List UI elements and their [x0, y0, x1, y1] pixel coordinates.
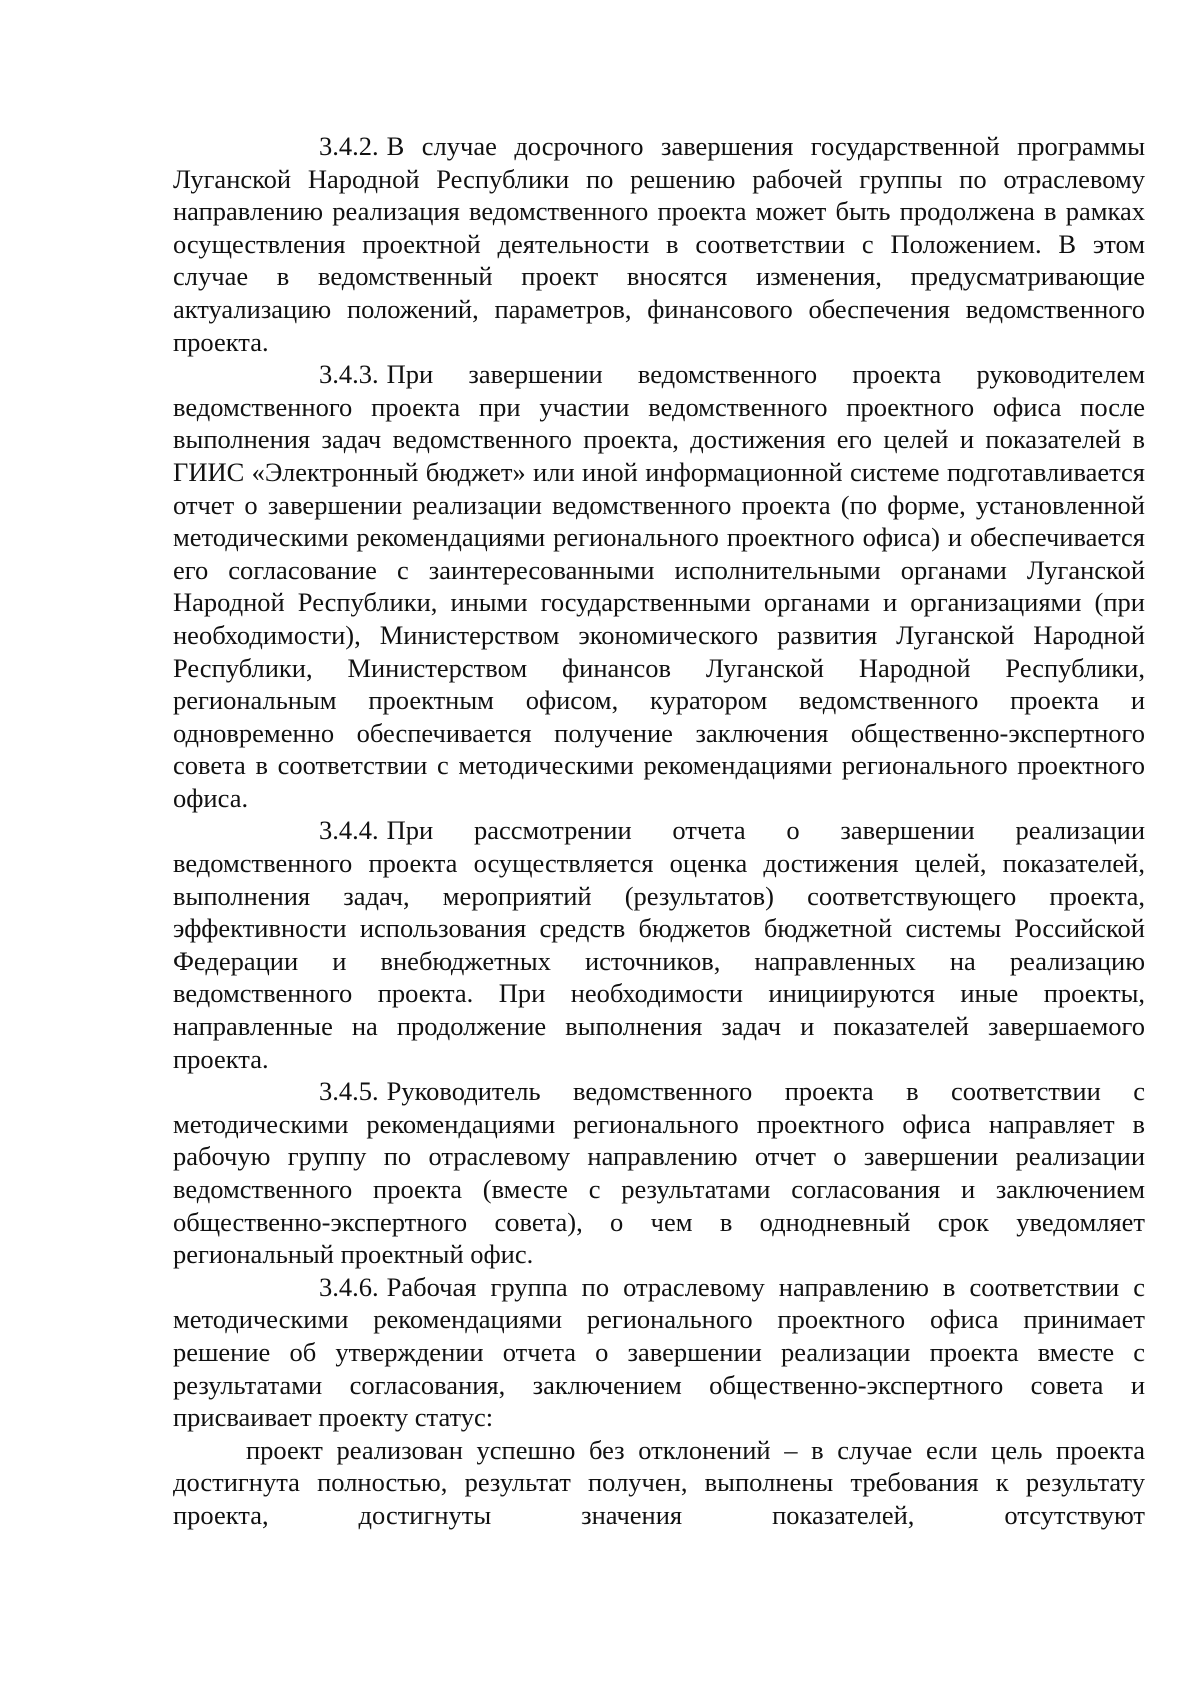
paragraph-text: Рабочая группа по отраслевому направлению в соответствии с методическими рекомендациями регионального проектного офиса принимает решение об утверждении отчета о завершении реализации проекта вместе с результатами согласования, заключением общественно-экспертного совета и присваивает проекту статус: — [173, 1271, 1145, 1433]
paragraph-status-success — [173, 1434, 1145, 1532]
paragraph-3-4-2 — [173, 130, 1145, 358]
paragraph-number: 3.4.3. — [319, 359, 379, 390]
paragraph-text: В случае досрочного завершения государственной программы Луганской Народной Республики по решению рабочей группы по отраслевому направлению реализация ведомственного проекта может быть продолжена в рамках осуществления проектной деятельности в соответствии с Положением. В этом случае в ведомственный проект вносятся изменения, предусматривающие актуализацию положений, параметров, финансового обеспечения ведомственного проекта. — [173, 131, 1145, 357]
paragraph-text: При завершении ведомственного проекта руководителем ведомственного проекта при участии ведомственного проектного офиса после выполнения задач ведомственного проекта, достижения его целей и показателей в ГИИС «Электронный бюджет» или иной информационной системе подготавливается отчет о завершении реализации ведомственного проекта (по форме, установленной методическими рекомендациями регионального проектного офиса) и обеспечивается его согласование с заинтересованными исполнительными органами Луганской Народной Республики, иными государственными органами и организациями (при необходимости), Министерством экономического развития Луганской Народной Республики, Министерством финансов Луганской Народной Республики, региональным проектным офисом, куратором ведомственного проекта и одновременно обеспечивается получение заключения общественно-экспертного совета в соответствии с методическими рекомендациями регионального проектного офиса. — [173, 359, 1145, 813]
paragraph-3-4-4 — [173, 814, 1145, 1075]
paragraph-3-4-3 — [173, 358, 1145, 814]
paragraph-text: проект реализован успешно без отклонений – в случае если цель проекта достигнута полностью, результат получен, выполнены требования к результату проекта, достигнуты значения показателей, отсутствуют — [173, 1434, 1145, 1530]
paragraph-number: 3.4.5. — [319, 1076, 379, 1107]
paragraph-number: 3.4.2. — [319, 131, 379, 161]
paragraph-3-4-6 — [173, 1271, 1145, 1434]
paragraph-text: Руководитель ведомственного проекта в соответствии с методическими рекомендациями регионального проектного офиса направляет в рабочую группу по отраслевому направлению отчет о завершении реализации ведомственного проекта (вместе с результатами согласования и заключением общественно-экспертного совета), о чем в однодневный срок уведомляет региональный проектный офис. — [173, 1076, 1145, 1270]
paragraph-3-4-5 — [173, 1075, 1145, 1271]
paragraph-text: При рассмотрении отчета о завершении реализации ведомственного проекта осуществляется оценка достижения целей, показателей, выполнения задач, мероприятий (результатов) соответствующего проекта, эффективности использования средств бюджетов бюджетной системы Российской Федерации и внебюджетных источников, направленных на реализацию ведомственного проекта. При необходимости инициируются иные проекты, направленные на продолжение выполнения задач и показателей завершаемого проекта. — [173, 815, 1145, 1074]
paragraph-number: 3.4.4. — [319, 815, 379, 846]
paragraph-number: 3.4.6. — [319, 1271, 379, 1302]
document-page — [173, 130, 1145, 1532]
